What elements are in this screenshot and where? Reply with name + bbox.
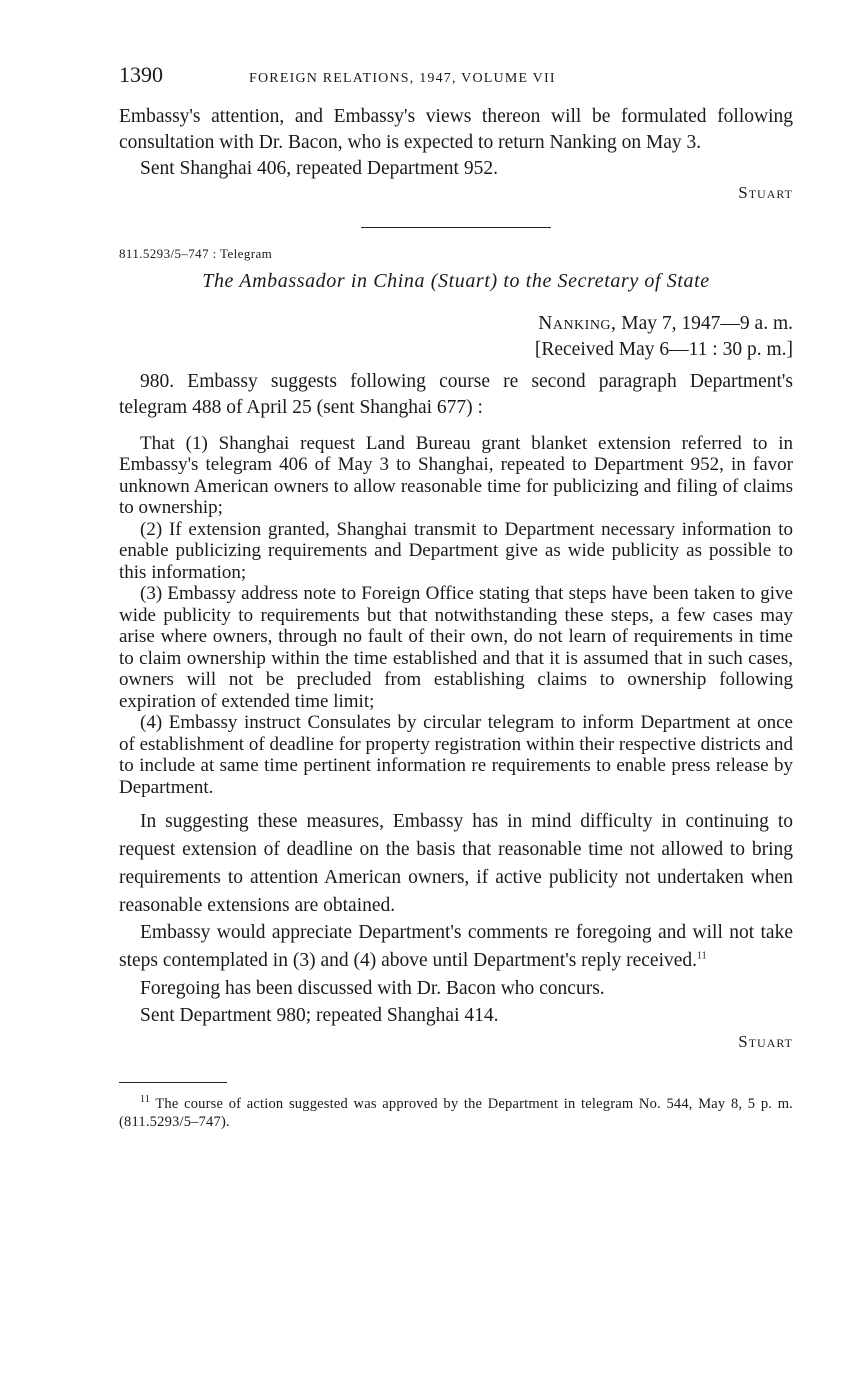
- suggesting-paragraph: In suggesting these measures, Embassy has in mind difficulty in continuing to request extension of deadline on the basis that reasonable time not allowed to bring requirements to attention American owners, if active publicity not undertaken when reasonable extensions are obtained.: [119, 811, 793, 916]
- running-head: FOREIGN RELATIONS, 1947, VOLUME VII: [249, 71, 556, 86]
- quoted-point-3: (3) Embassy address note to Foreign Office stating that steps have been taken to give wide publicity to requirements but that notwithstanding these steps, a few cases may arise where owners, through no fault of their own, do not learn of requirements in time to claim ownership within the time established and that it is assumed that in such cases, owners will not be precluded from establishing claims to ownership following expiration of extended time limit;: [119, 583, 793, 712]
- footnote-text: The course of action suggested was approved by the Department in telegram No. 544, May 8, 5 p. m. (811.5293/5–747).: [119, 1096, 793, 1131]
- continuation-paragraph: Embassy's attention, and Embassy's views thereon will be formulated following consultation with Dr. Bacon, who is expected to return Nanking on May 3.: [119, 106, 793, 153]
- dateline: [119, 311, 793, 337]
- footnote-marker: 11: [140, 1094, 151, 1106]
- sent-line-bottom: Sent Department 980; repeated Shanghai 414.: [140, 1005, 499, 1027]
- quoted-point-1: That (1) Shanghai request Land Bureau grant blanket extension referred to in Embassy's telegram 406 of May 3 to Shanghai, repeated to Department 952, in favor unknown American owners to allow reasonable time for publicizing and filing of claims to ownership;: [119, 432, 793, 519]
- opening-paragraph: 980. Embassy suggests following course re second paragraph Department's telegram 488 of April 25 (sent Shanghai 677) :: [119, 371, 793, 419]
- quoted-point-2: (2) If extension granted, Shanghai transmit to Department necessary information to enable publicizing requirements and Department give as wide publicity as possible to this information;: [119, 518, 793, 583]
- quoted-point-4: (4) Embassy instruct Consulates by circular telegram to inform Department at once of establishment of deadline for property registration within their respective districts and to include at same time pertinent information re requirements to enable press release by Department.: [119, 712, 793, 798]
- footnote-divider: [119, 1082, 227, 1083]
- appreciate-paragraph: [119, 919, 793, 974]
- dateline-place: Nanking,: [538, 313, 617, 335]
- dateline-date: May 7, 1947—9 a. m.: [621, 313, 793, 335]
- discussed-paragraph: Foregoing has been discussed with Dr. Bacon who concurs.: [140, 977, 605, 999]
- quoted-points: [119, 433, 793, 799]
- signature-top: Stuart: [738, 183, 793, 203]
- page-number: 1390: [119, 62, 163, 87]
- received-line: [Received May 6—11 : 30 p. m.]: [534, 339, 793, 361]
- footnote: [119, 1095, 793, 1131]
- sent-line-top: Sent Shanghai 406, repeated Department 952.: [140, 157, 498, 179]
- document-page: [119, 62, 793, 1131]
- signature-bottom: Stuart: [738, 1032, 793, 1052]
- document-caption: The Ambassador in China (Stuart) to the Secretary of State: [202, 270, 710, 293]
- section-divider: [361, 227, 551, 228]
- page-header: [119, 62, 793, 104]
- appreciate-text: Embassy would appreciate Department's comments re foregoing and will not take steps contemplated in (3) and (4) above until Department's reply received.: [119, 922, 793, 971]
- footnote-reference: 11: [697, 950, 707, 962]
- file-reference: 811.5293/5–747 : Telegram: [119, 246, 273, 262]
